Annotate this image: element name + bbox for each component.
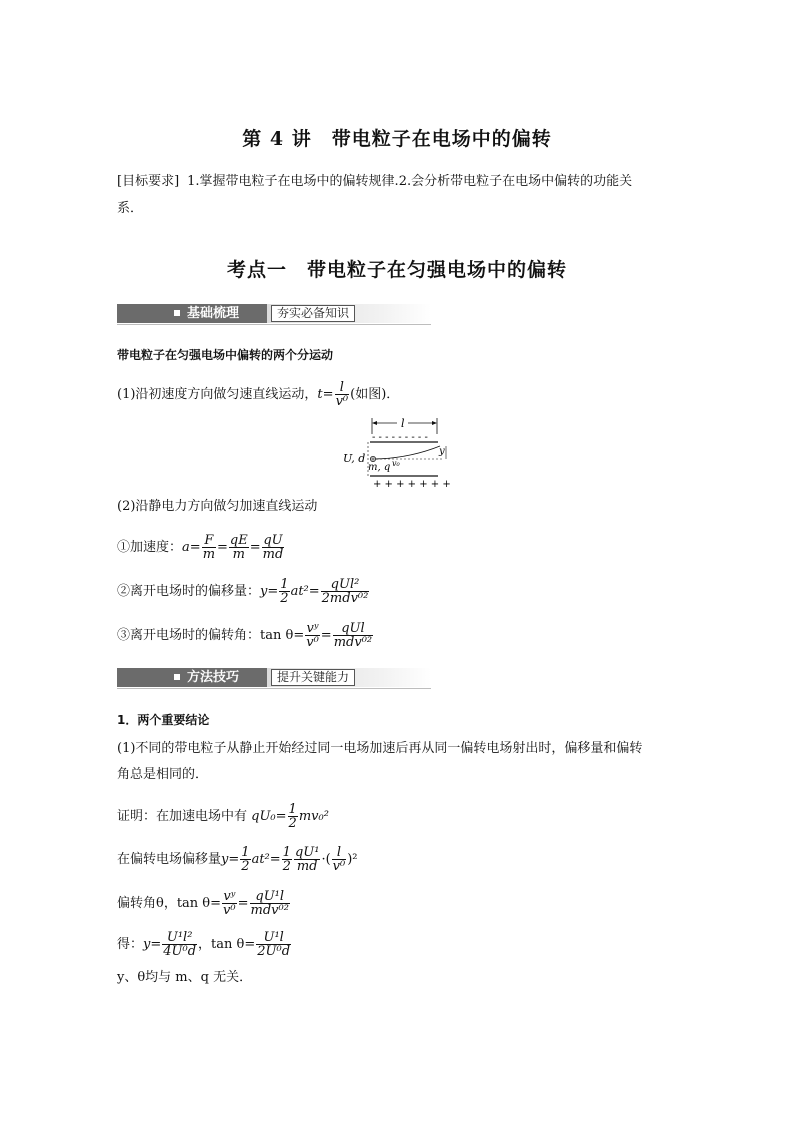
ang-frac-1 — [222, 890, 237, 917]
angle-proof-formula: 偏转角θ，tan θ= $\frac{\text{vʸ}}{\text{v⁰}}$ = $\frac{\text{qU¹l}}{\text{mdv⁰²}}$ — [117, 889, 289, 918]
angle-formula: ③离开电场时的偏转角：tan θ= $\frac{\text{vʸ}}{\text{v⁰}}$ = $\frac{\text{qUl}}{\text{mdv⁰²}}$ — [117, 621, 373, 650]
banner-methods-sub-area — [267, 668, 431, 687]
ang-lhs: tan θ — [176, 896, 211, 911]
item1-t: t — [317, 387, 323, 402]
defl-f3-den: md — [296, 859, 318, 874]
disp-f2-num: qUl² — [321, 578, 370, 592]
label-y: y — [439, 446, 445, 457]
banner-basics-sub: 夯实必备知识 — [271, 305, 355, 322]
banner-underline — [117, 688, 431, 689]
banner-methods-label-box — [117, 668, 267, 687]
proof-f-num: 1 — [288, 802, 297, 817]
result-formula: 得：y= $\frac{\text{U¹l²}}{\text{4U⁰d}}$ ，tan θ= $\frac{\text{U¹l}}{\text{2U⁰d}}$ — [117, 930, 291, 959]
defl-f4-num: l — [332, 846, 347, 860]
acceleration-formula: ①加速度：a= $\frac{F}{m}$ = $\frac{qE}{m}$ = $\frac{qU}{md}$ — [117, 533, 284, 562]
deflection-formula: 在偏转电场偏移量y= $\frac{1}{2}$ at²= $\frac{1}{2}$ $\frac{\text{qU¹}}{md}$ ·( $\frac{l}{\text{v⁰}}$ )² — [117, 845, 358, 874]
ang-pre: 偏转角θ， — [117, 896, 177, 911]
deflection-diagram — [340, 412, 460, 492]
conclusion: y、θ均与 m、q 无关． — [117, 970, 253, 985]
banner-basics-label: 基础梳理 — [187, 306, 240, 321]
objectives-text-1: 1.掌握带电粒子在电场中的偏转规律.2.会分析带电粒子在电场中偏转的功能关 — [187, 174, 633, 189]
disp-mid: at² — [290, 584, 309, 599]
proof-frac — [288, 803, 298, 830]
defl-frac-2 — [282, 846, 292, 873]
item1-post: (如图)． — [350, 387, 400, 402]
res-f2-num: U¹l — [256, 931, 291, 945]
plus-signs: + + + + + + + — [373, 479, 451, 490]
angle-frac-2 — [333, 622, 373, 649]
angle-f1-den: v⁰ — [306, 635, 319, 650]
acc-label: ①加速度： — [117, 540, 183, 555]
angle-label: ③离开电场时的偏转角： — [117, 628, 261, 643]
label-ud: U, d — [343, 452, 366, 465]
proof-formula: 证明：在加速电场中有 qU₀= $\frac{1}{2}$ mv₀² — [117, 802, 329, 831]
disp-frac-2 — [321, 578, 370, 605]
item1-den: v⁰ — [335, 394, 349, 409]
proof-pre: 证明：在加速电场中有 — [117, 809, 252, 824]
item1-frac — [335, 381, 350, 408]
defl-f2-num: 1 — [282, 845, 291, 860]
angle-f2-num: qUl — [333, 622, 373, 636]
res-f1-den: 4U⁰d — [163, 944, 197, 959]
defl-f1-num: 1 — [241, 845, 250, 860]
disp-frac-1 — [279, 578, 289, 605]
acc-frac-1 — [202, 534, 216, 561]
acc-frac-3 — [262, 534, 285, 561]
proof-lhs: qU₀ — [251, 809, 276, 824]
methods-p1-line1: (1)不同的带电粒子从静止开始经过同一电场加速后再从同一偏转电场射出时，偏移量和偏转 — [117, 741, 643, 756]
angle-lhs: tan θ — [260, 628, 294, 643]
defl-frac-3 — [294, 846, 321, 873]
angle-f2-den: mdv⁰² — [333, 635, 373, 650]
defl-frac-4 — [332, 846, 347, 873]
minus-signs: - - - - - - - - - — [372, 432, 428, 443]
basics-item-1: (1)沿初速度方向做匀速直线运动，t= $\frac{l}{\text{v⁰}}$ (如图)． — [117, 380, 400, 409]
ang-f2-den: mdv⁰² — [250, 903, 289, 918]
objectives-tag: [目标要求] — [117, 174, 180, 189]
ang-f1-den: v⁰ — [223, 903, 236, 918]
defl-f2-den: 2 — [282, 859, 291, 874]
defl-frac-1 — [240, 846, 250, 873]
objectives-line-2: 系． — [117, 201, 144, 216]
banner-methods-label: 方法技巧 — [187, 670, 240, 685]
banner-basics-label-box — [117, 304, 267, 323]
methods-p1-line2: 角总是相同的． — [117, 767, 209, 782]
res-f1-num: U¹l² — [162, 931, 197, 945]
square-bullet-icon — [174, 674, 180, 680]
banner-methods-sub: 提升关键能力 — [271, 669, 355, 686]
disp-f2-den: 2mdv⁰² — [321, 591, 369, 606]
ang-f1-num: vʸ — [223, 889, 236, 904]
res-mid: ，tan θ — [198, 937, 245, 952]
item1-text: (1)沿初速度方向做匀速直线运动， — [117, 387, 318, 402]
disp-lhs: y — [260, 584, 268, 599]
ang-f2-num: qU¹l — [250, 890, 290, 904]
defl-mid: at² — [251, 852, 270, 867]
defl-dot: ·( — [321, 852, 331, 867]
angle-f1-num: vʸ — [306, 621, 319, 636]
disp-f1-num: 1 — [280, 577, 289, 592]
objectives-line-1 — [117, 172, 632, 192]
defl-pre: 在偏转电场偏移量 — [117, 852, 222, 867]
defl-post: )² — [347, 852, 358, 867]
acc-f2-num: qE — [229, 533, 248, 548]
acc-lhs: a — [182, 540, 190, 555]
lesson-title: 第 4 讲 带电粒子在电场中的偏转 — [242, 128, 552, 150]
defl-f1-den: 2 — [241, 859, 250, 874]
banner-basics — [117, 298, 431, 328]
proof-f-den: 2 — [288, 816, 297, 831]
acc-f3-num: qU — [263, 533, 283, 548]
basics-heading: 带电粒子在匀强电场中偏转的两个分运动 — [117, 348, 334, 362]
methods-heading: 1．两个重要结论 — [117, 713, 210, 727]
acc-f2-den: m — [232, 547, 245, 562]
banner-methods — [117, 662, 431, 692]
ang-frac-2 — [250, 890, 290, 917]
disp-label: ②离开电场时的偏移量： — [117, 584, 261, 599]
acc-f3-den: md — [262, 547, 284, 562]
res-pre: 得： — [117, 937, 144, 952]
label-l: l — [401, 417, 405, 430]
square-bullet-icon — [174, 310, 180, 316]
res-f2-den: 2U⁰d — [257, 944, 291, 959]
label-v0: v₀ — [392, 459, 400, 468]
disp-f1-den: 2 — [280, 591, 289, 606]
displacement-formula: ②离开电场时的偏移量：y= $\frac{1}{2}$ at²= $\frac{\text{qUl²}}{\text{2mdv⁰²}}$ — [117, 577, 369, 606]
acc-f1-den: m — [202, 547, 216, 562]
section-title: 考点一 带电粒子在匀强电场中的偏转 — [226, 259, 567, 281]
res-frac-2 — [256, 931, 291, 958]
acc-frac-2 — [229, 534, 249, 561]
banner-basics-sub-area — [267, 304, 431, 323]
defl-lhs: y — [221, 852, 229, 867]
basics-item-2: (2)沿静电力方向做匀加速直线运动 — [117, 499, 318, 514]
label-mq: m, q — [368, 462, 391, 473]
res-y: y — [143, 937, 151, 952]
banner-underline — [117, 324, 431, 325]
res-frac-1 — [162, 931, 197, 958]
defl-f3-num: qU¹ — [294, 845, 320, 860]
acc-f1-num: F — [202, 534, 216, 548]
angle-frac-1 — [305, 622, 320, 649]
item1-num: l — [335, 381, 350, 395]
proof-rhs: mv₀² — [298, 809, 329, 824]
defl-f4-den: v⁰ — [332, 859, 346, 874]
